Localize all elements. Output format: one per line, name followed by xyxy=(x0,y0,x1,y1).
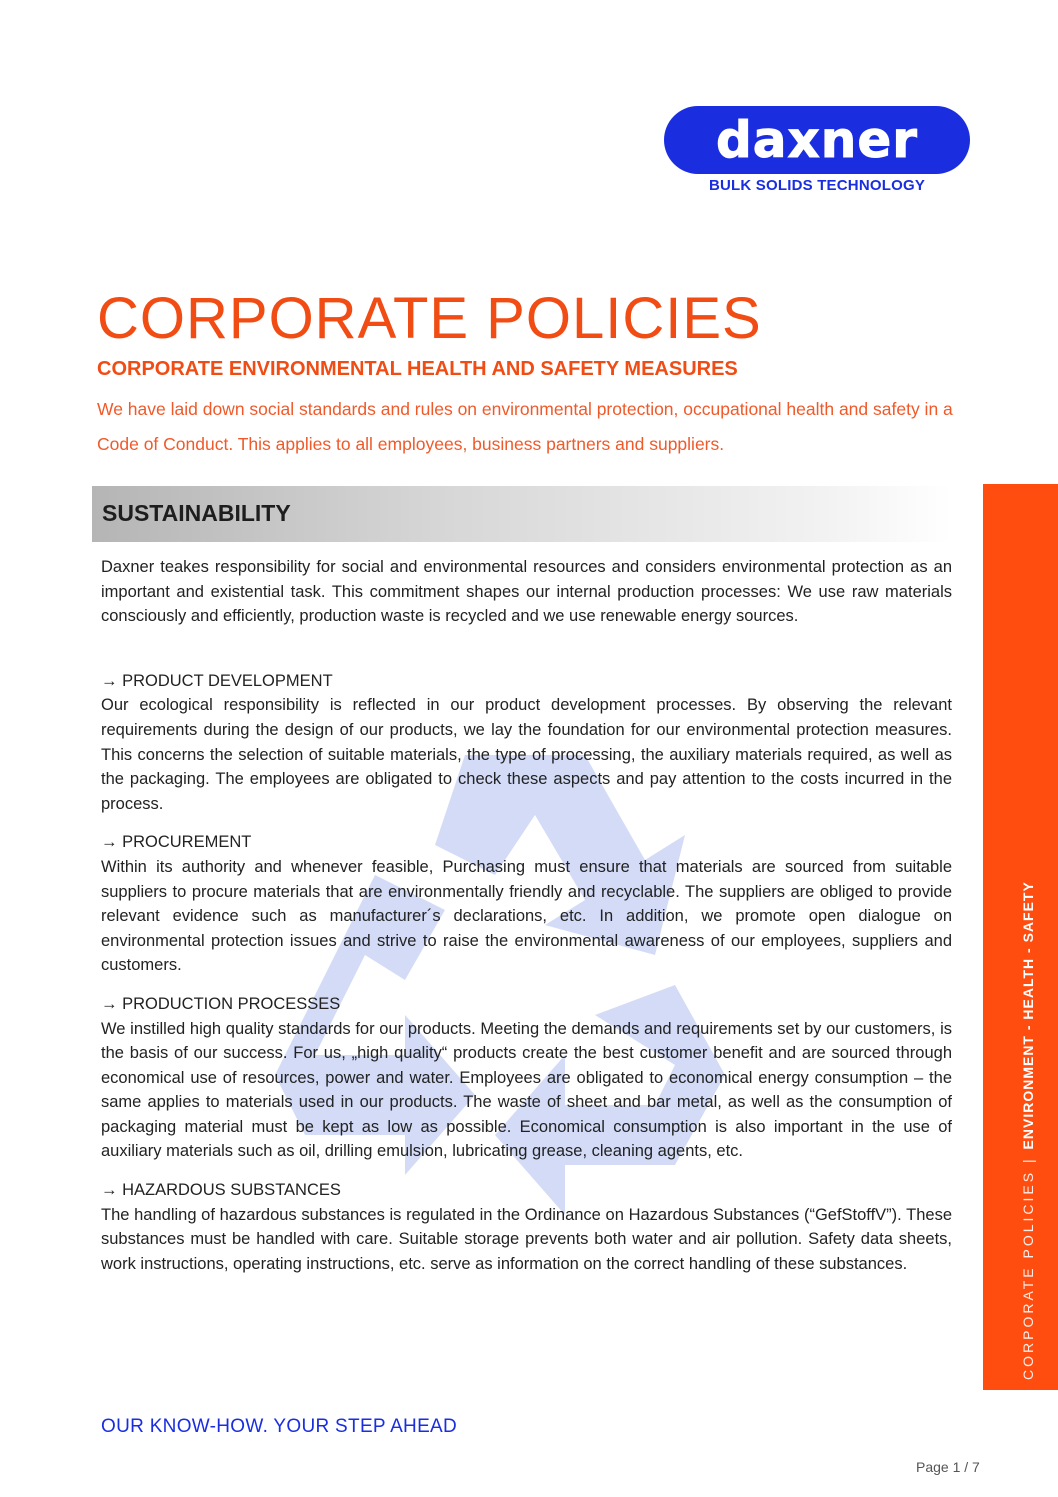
block-heading: → PRODUCT DEVELOPMENT xyxy=(101,671,333,690)
block-heading: → PROCUREMENT xyxy=(101,833,252,852)
side-tab-separator: | xyxy=(1020,1149,1036,1170)
section-title: SUSTAINABILITY xyxy=(102,500,291,526)
block-text: Our ecological responsibility is reflected in our product development processes. By observing the relevant requirements during the design of our products, we lay the foundation for our environmental protection measures. This concerns the selection of suitable materials, the type of processing, the auxiliary materials required, as well as the packaging. The employees are obligated to check these aspects and pay attention to the costs incurred in the process. xyxy=(101,696,952,813)
block-text: We instilled high quality standards for our products. Meeting the demands and requirements set by our customers, is the basis of our success. For us, „high quality“ products create the best customer benefit and are sourced through economical use of resources, power and water. Employees are obligated to economical energy consumption – the same applies to materials used in our products. The waste of sheet and bar metal, as well as the consumption of packaging material must be kept as low as possible. Economical consumption is also important in the use of auxiliary materials such as oil, drilling emulsion, lubricating grease, cleaning agents, etc. xyxy=(101,1019,952,1161)
block-text: Within its authority and whenever feasible, Purchasing must ensure that materials are sourced from suitable suppliers to procure materials that are environmentally friendly and recyclable. The suppliers are obliged to provide relevant evidence such as manufacturer´s declarations, etc. In addition, we promote open dialogue on environmental protection issues and strive to raise the environmental awareness of our employees, suppliers and customers. xyxy=(101,857,952,975)
page-subtitle: CORPORATE ENVIRONMENTAL HEALTH AND SAFETY MEASURES xyxy=(97,358,738,380)
section-content xyxy=(101,555,952,1276)
footer-slogan: OUR KNOW-HOW. YOUR STEP AHEAD xyxy=(101,1416,458,1437)
block-product-development xyxy=(101,669,952,817)
block-heading: → PRODUCTION PROCESSES xyxy=(101,994,341,1013)
block-heading: → HAZARDOUS SUBSTANCES xyxy=(101,1181,341,1200)
block-hazardous-substances xyxy=(101,1178,952,1276)
logo-tagline: BULK SOLIDS TECHNOLOGY xyxy=(708,177,926,194)
page-number: Page 1 / 7 xyxy=(916,1459,980,1475)
section-header-bar xyxy=(92,486,952,542)
intro-paragraph: We have laid down social standards and rules on environmental protection, occupational health and safety in a Code of Conduct. This applies to all employees, business partners and suppliers. xyxy=(97,399,953,454)
logo-wordmark: daxner xyxy=(716,111,918,169)
side-tab-light-text: CORPORATE POLICIES xyxy=(1020,1169,1036,1380)
daxner-logo xyxy=(664,106,970,196)
block-text: The handling of hazardous substances is regulated in the Ordinance on Hazardous Substances (“GefStoffV”). These substances must be handled with care. Suitable storage prevents both water and air pollution. Safety data sheets, work instructions, operating instructions, etc. serve as information on the correct handling of these substances. xyxy=(101,1205,952,1273)
block-procurement xyxy=(101,830,952,978)
logo-badge xyxy=(664,106,970,174)
side-tab-label xyxy=(1020,881,1036,1380)
page-title: CORPORATE POLICIES xyxy=(97,286,762,351)
side-tab xyxy=(983,484,1058,1390)
block-production-processes xyxy=(101,992,952,1164)
section-intro: Daxner teakes responsibility for social and environmental resources and considers environmental protection as an important and existential task. This commitment shapes our internal production processes: We use raw materials consciously and efficiently, production waste is recycled and we use renewable energy sources. xyxy=(101,558,952,626)
side-tab-bold-text: ENVIRONMENT - HEALTH - SAFETY xyxy=(1020,881,1036,1150)
